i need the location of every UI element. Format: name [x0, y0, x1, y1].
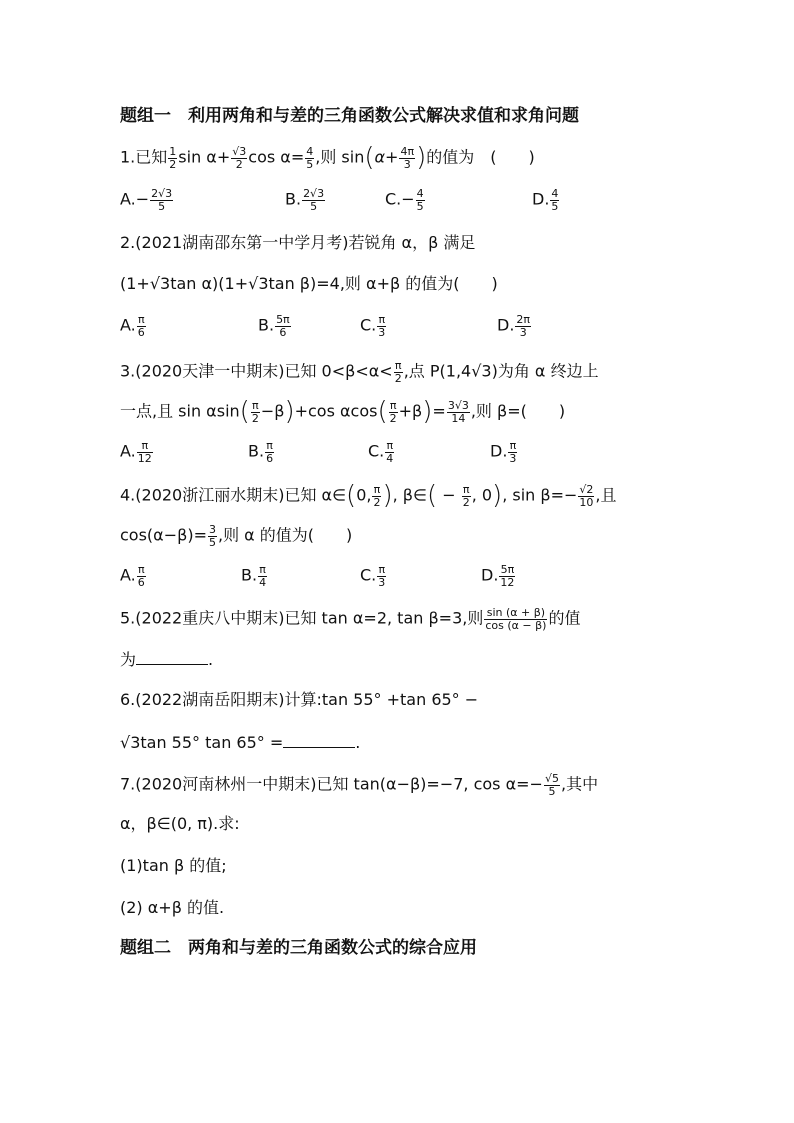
q2-option-d[interactable]: D. $\frac{2\pi}{3}$ — [497, 313, 531, 339]
question-3-line-2: 一点,且 sin αsin( $\frac{\pi}{2}$ −β)+cos αcos( $\frac{\pi}{2}$ +β)= $\frac{3√3}{14}$ ,则 β=( ) — [120, 396, 566, 427]
question-2-line-2: (1+√3tan α)(1+√3tan β)=4,则 α+β 的值为( ) — [120, 274, 498, 293]
q2-option-b[interactable]: B. $\frac{5\pi}{6}$ — [258, 313, 290, 339]
question-5-line-2: 为 . — [120, 650, 214, 669]
question-7-line-1: 7.(2020河南林州一中期末)已知 tan(α−β)=−7, cos α=− $\frac{√5}{5}$ ,其中 — [120, 772, 599, 798]
question-6-line-1: 6.(2022湖南岳阳期末)计算:tan 55° +tan 65° − — [120, 690, 479, 709]
q3-option-c[interactable]: C. $\frac{\pi}{4}$ — [368, 439, 394, 465]
fraction: $\frac{√3}{2}$ — [232, 145, 247, 171]
group1-title: 题组一 利用两角和与差的三角函数公式解决求值和求角问题 — [120, 106, 579, 126]
question-7-line-2: α，β∈(0, π).求: — [120, 814, 240, 833]
q2-option-a[interactable]: A. $\frac{\pi}{6}$ — [120, 313, 145, 339]
fraction: $\frac{4}{5}$ — [306, 145, 314, 171]
question-6-line-2: √3tan 55° tan 65° = . — [120, 733, 361, 752]
fraction: $\frac{1}{2}$ — [169, 145, 177, 171]
question-7-part-2: (2) α+β 的值. — [120, 898, 225, 917]
q3-option-b[interactable]: B. $\frac{\pi}{6}$ — [248, 439, 274, 465]
q1-option-b[interactable]: B. $\frac{2√3}{5}$ — [285, 187, 325, 213]
question-7-part-1: (1)tan β 的值; — [120, 856, 227, 875]
q1-option-a[interactable]: A.− $\frac{2√3}{5}$ — [120, 187, 173, 213]
fraction: $\frac{4\pi}{3}$ — [400, 145, 415, 171]
question-4-line-1: 4.(2020浙江丽水期末)已知 α∈(0, $\frac{\pi}{2}$ ), β∈( − $\frac{\pi}{2}$ , 0), sin β=− $\frac{√2}{10}$ ,且 — [120, 480, 617, 511]
question-3-line-1: 3.(2020天津一中期末)已知 0<β<α< $\frac{\pi}{2}$ ,点 P(1,4√3)为角 α 终边上 — [120, 359, 599, 385]
q1-option-c[interactable]: C.− $\frac{4}{5}$ — [385, 187, 424, 213]
q3-option-d[interactable]: D. $\frac{\pi}{3}$ — [490, 439, 517, 465]
answer-blank[interactable] — [136, 650, 208, 665]
question-4-line-2: cos(α−β)= $\frac{3}{5}$ ,则 α 的值为( ) — [120, 523, 353, 549]
question-5-line-1: 5.(2022重庆八中期末)已知 tan α=2, tan β=3,则 $\frac{\sin (\alpha + \beta)}{\cos (\alpha - \beta)}$ 的值 — [120, 606, 581, 632]
q1-option-d[interactable]: D. $\frac{4}{5}$ — [532, 187, 559, 213]
question-1: 1.已知 $\frac{1}{2}$ sin α+ $\frac{√3}{2}$ cos α= $\frac{4}{5}$ ,则 sin(α+ $\frac{4\pi}{3}$ )的值为 ( ) — [120, 142, 535, 173]
q4-option-c[interactable]: C. $\frac{\pi}{3}$ — [360, 563, 386, 589]
big-paren-right: ) — [416, 142, 427, 173]
q4-option-d[interactable]: D. $\frac{5\pi}{12}$ — [481, 563, 515, 589]
group2-title: 题组二 两角和与差的三角函数公式的综合应用 — [120, 938, 477, 958]
q2-option-c[interactable]: C. $\frac{\pi}{3}$ — [360, 313, 386, 339]
q4-option-a[interactable]: A. $\frac{\pi}{6}$ — [120, 563, 145, 589]
big-paren-left: ( — [364, 142, 375, 173]
q4-option-b[interactable]: B. $\frac{\pi}{4}$ — [241, 563, 267, 589]
question-2-line-1: 2.(2021湖南邵东第一中学月考)若锐角 α，β 满足 — [120, 233, 476, 252]
q3-option-a[interactable]: A. $\frac{\pi}{12}$ — [120, 439, 152, 465]
q1-text: 1.已知 — [120, 147, 168, 167]
fraction: $\frac{\pi}{2}$ — [394, 359, 402, 385]
answer-blank[interactable] — [283, 733, 355, 748]
